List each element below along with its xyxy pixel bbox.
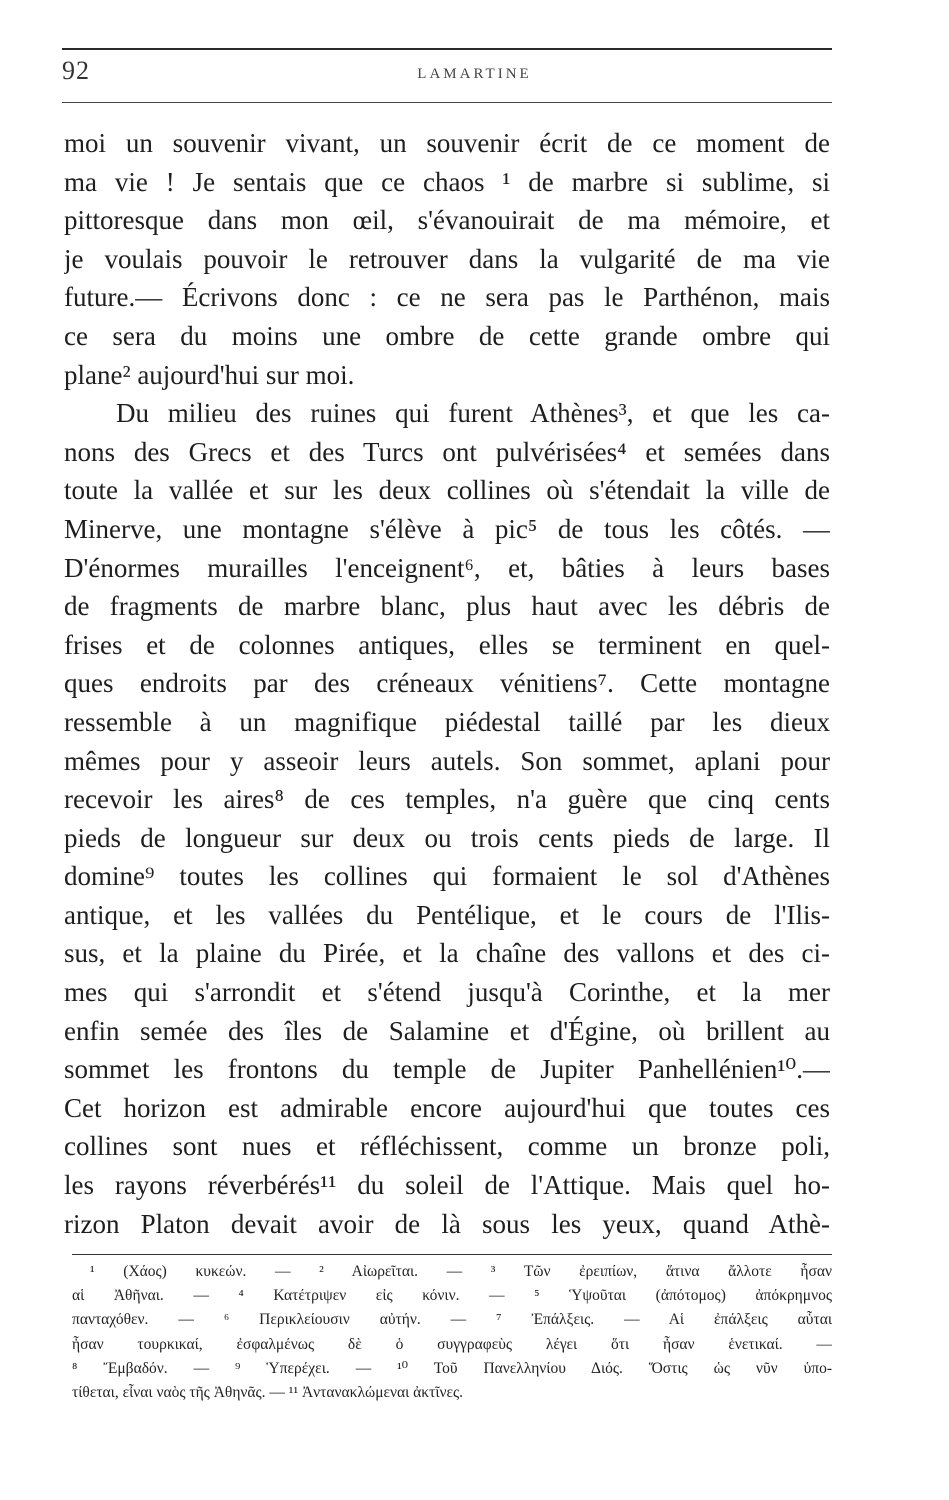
text-line: sus, et la plaine du Pirée, et la chaîne des vallons et des ci- — [64, 938, 830, 969]
text-line: mêmes pour y asseoir leurs autels. Son sommet, aplani pour — [64, 745, 830, 776]
text-line: nons des Grecs et des Turcs ont pulvérisées⁴ et semées dans — [64, 436, 830, 467]
text-line: pittoresque dans mon œil, s'évanouirait de ma mémoire, et — [64, 205, 830, 236]
text-line: Du milieu des ruines qui furent Athènes³, et que les ca- — [116, 398, 830, 429]
text-line: ma vie ! Je sentais que ce chaos ¹ de marbre si sublime, si — [64, 166, 830, 197]
footnote-line: ¹ (Χάος) κυκεών. — ² Αἰωρεῖται. — ³ Τῶν ἐρειπίων, ἅτινα ἄλλοτε ἦσαν — [90, 1263, 832, 1280]
footnote-rule — [72, 1254, 832, 1255]
footnote-line: αἱ Ἀθῆναι. — ⁴ Κατέτριψεν εἰς κόνιν. — ⁵ Ὑψοῦται (ἀπότομος) ἀπόκρημνος — [72, 1287, 832, 1305]
text-line: antique, et les vallées du Pentélique, et le cours de l'Ilis- — [64, 899, 830, 930]
page-number: 92 — [62, 56, 90, 85]
text-line: ce sera du moins une ombre de cette grande ombre qui — [64, 320, 830, 351]
footnote-line: ἦσαν τουρκικαί, ἐσφαλμένως δὲ ὁ συγγραφεὺς λέγει ὅτι ἦσαν ἑνετικαί. — — [72, 1335, 832, 1353]
text-line: enfin semée des îles de Salamine et d'Égine, où brillent au — [64, 1015, 830, 1046]
running-title: LAMARTINE — [417, 66, 532, 82]
text-line: de fragments de marbre blanc, plus haut avec les débris de — [64, 591, 830, 622]
text-line: mes qui s'arrondit et s'étend jusqu'à Corinthe, et la mer — [64, 977, 830, 1008]
text-line: future.— Écrivons donc : ce ne sera pas le Parthénon, mais — [64, 282, 830, 313]
text-line: pieds de longueur sur deux ou trois cents pieds de large. Il — [64, 822, 830, 853]
body-text — [64, 124, 830, 1243]
text-line: je voulais pouvoir le retrouver dans la vulgarité de ma vie — [64, 243, 830, 274]
header-rule — [62, 102, 832, 103]
text-line: D'énormes murailles l'enceignent⁶, et, bâties à leurs bases — [64, 552, 830, 583]
text-line: recevoir les aires⁸ de ces temples, n'a guère que cinq cents — [64, 784, 830, 815]
footnote-line: τίθεται, εἶναι ναὸς τῆς Ἀθηνᾶς. — ¹¹ Ἀντανακλώμεναι ἀκτῖνες. — [72, 1383, 464, 1401]
text-line: collines sont nues et réfléchissent, comme un bronze poli, — [64, 1131, 830, 1162]
text-line: sommet les frontons du temple de Jupiter Panhellénien¹⁰.— — [64, 1054, 830, 1085]
text-line: Cet horizon est admirable encore aujourd'hui que toutes ces — [64, 1092, 830, 1123]
footnote-line: ⁸ Ἔμβαδόν. — ⁹ Ὑπερέχει. — ¹⁰ Τοῦ Πανελληνίου Διός. Ὅστις ὡς νῦν ὑπο- — [72, 1359, 832, 1377]
text-line: domine⁹ toutes les collines qui formaient le sol d'Athènes — [64, 861, 830, 892]
text-line: ressemble à un magnifique piédestal taillé par les dieux — [64, 706, 830, 737]
text-line: plane² aujourd'hui sur moi. — [64, 359, 355, 390]
text-line: les rayons réverbérés¹¹ du soleil de l'Attique. Mais quel ho- — [64, 1170, 830, 1201]
text-line: rizon Platon devait avoir de là sous les yeux, quand Athè- — [64, 1208, 830, 1239]
text-line: toute la vallée et sur les deux collines où s'étendait la ville de — [64, 475, 830, 506]
text-line: ques endroits par des créneaux vénitiens⁷. Cette montagne — [64, 668, 830, 699]
top-rule — [62, 48, 832, 50]
text-line: Minerve, une montagne s'élève à pic⁵ de tous les côtés. — — [64, 513, 830, 544]
footnote-line: πανταχόθεν. — ⁶ Περικλείουσιν αὐτήν. — ⁷ Ἐπάλξεις. — Αἱ ἐπάλξεις αὗται — [72, 1311, 832, 1329]
text-line: frises et de colonnes antiques, elles se terminent en quel- — [64, 629, 830, 660]
text-line: moi un souvenir vivant, un souvenir écrit de ce moment de — [64, 128, 830, 158]
footnotes — [72, 1260, 832, 1405]
